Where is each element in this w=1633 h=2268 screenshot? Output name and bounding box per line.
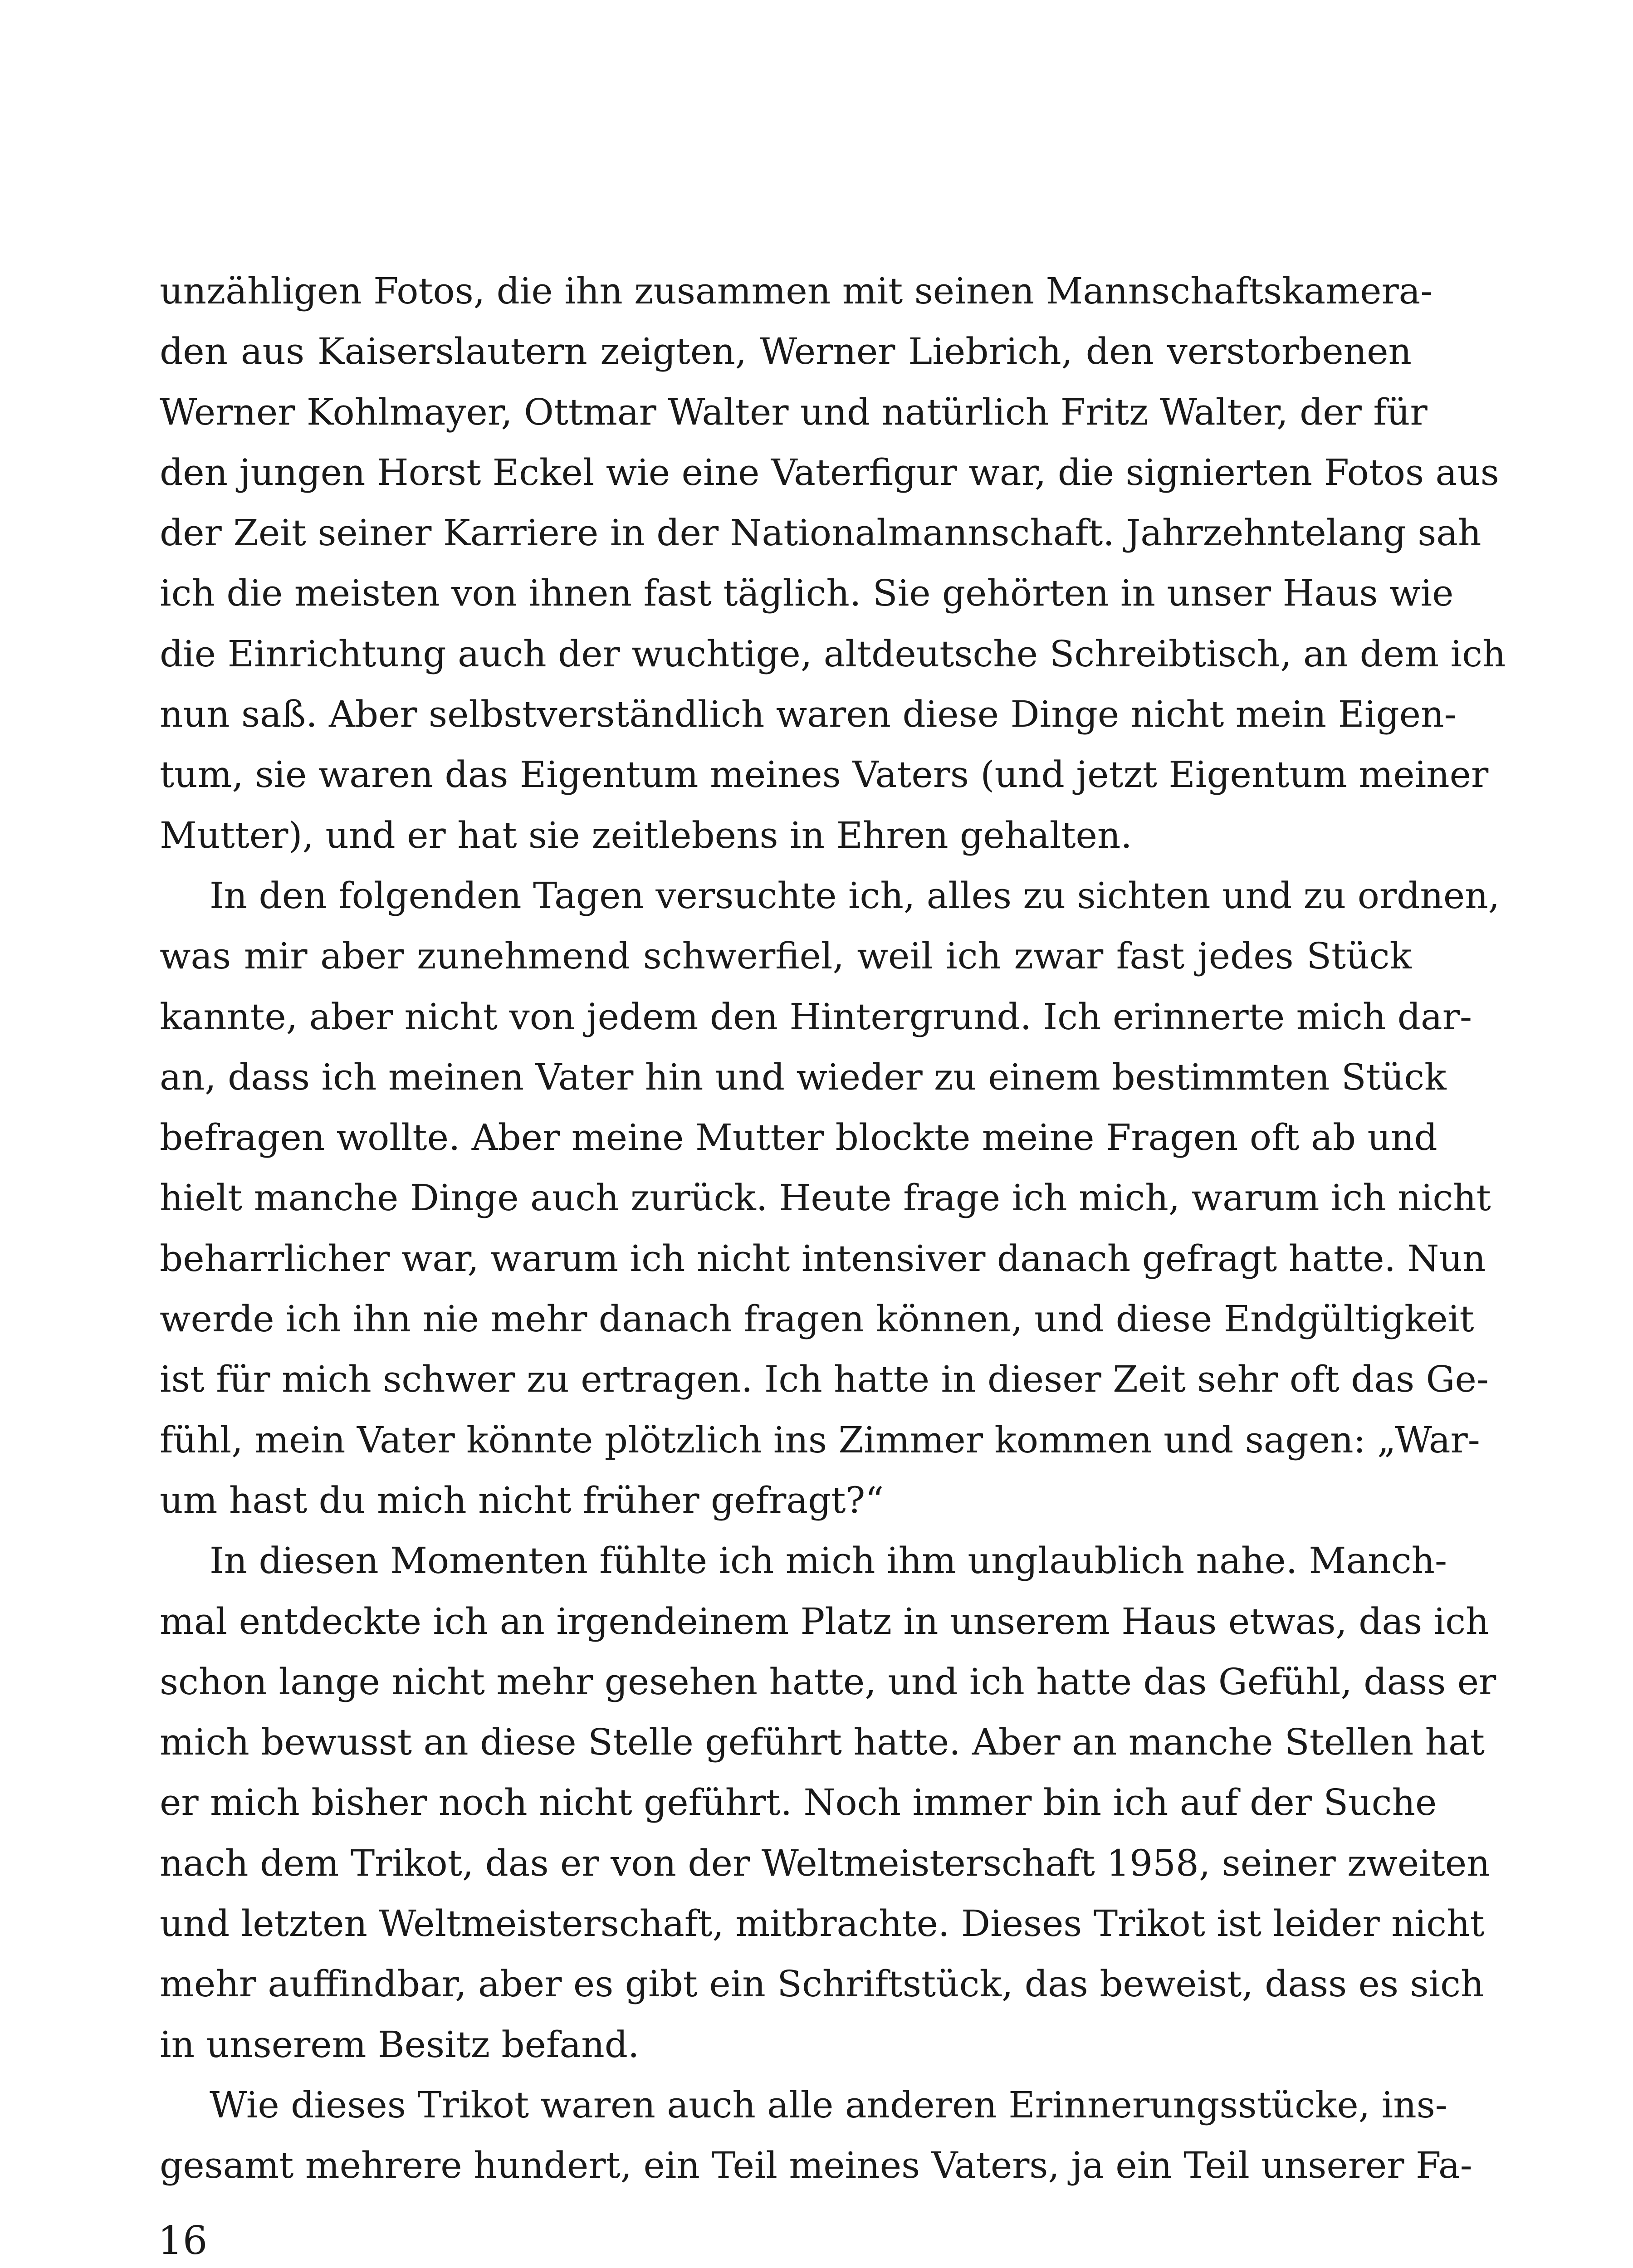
text-line: tum, sie waren das Eigentum meines Vaters (und jetzt Eigentum meiner <box>160 753 1489 796</box>
text-line: um hast du mich nicht früher gefragt?“ <box>160 1479 884 1521</box>
paragraph <box>160 1530 1496 2075</box>
text-line: und letzten Weltmeisterschaft, mitbrachte. Dieses Trikot ist leider nicht <box>160 1902 1485 1945</box>
text-line: beharrlicher war, warum ich nicht intensiver danach gefragt hatte. Nun <box>160 1237 1486 1280</box>
text-line: Werner Kohlmayer, Ottmar Walter und natürlich Fritz Walter, der für <box>160 391 1428 433</box>
body-text <box>160 261 1506 2196</box>
paragraph <box>160 261 1506 865</box>
paragraph <box>160 865 1500 1530</box>
text-line: werde ich ihn nie mehr danach fragen können, und diese Endgültigkeit <box>160 1298 1474 1340</box>
text-line: den jungen Horst Eckel wie eine Vaterfigur war, die signierten Fotos aus <box>160 451 1499 494</box>
text-line: nun saß. Aber selbstverständlich waren diese Dinge nicht mein Eigen- <box>160 693 1457 736</box>
text-line: In den folgenden Tagen versuchte ich, alles zu sichten und zu ordnen, <box>210 874 1500 917</box>
text-line: schon lange nicht mehr gesehen hatte, und ich hatte das Gefühl, dass er <box>160 1660 1496 1703</box>
page-number: 16 <box>158 2218 208 2263</box>
text-line: In diesen Momenten fühlte ich mich ihm unglaublich nahe. Manch- <box>210 1540 1447 1582</box>
text-line: mich bewusst an diese Stelle geführt hatte. Aber an manche Stellen hat <box>160 1721 1485 1764</box>
text-line: mal entdeckte ich an irgendeinem Platz in unserem Haus etwas, das ich <box>160 1600 1489 1642</box>
text-line: hielt manche Dinge auch zurück. Heute frage ich mich, warum ich nicht <box>160 1177 1491 1219</box>
text-line: den aus Kaiserslautern zeigten, Werner Liebrich, den verstorbenen <box>160 330 1412 373</box>
text-line: gesamt mehrere hundert, ein Teil meines Vaters, ja ein Teil unserer Fa- <box>160 2144 1472 2187</box>
text-line: die Einrichtung auch der wuchtige, altdeutsche Schreibtisch, an dem ich <box>160 632 1506 675</box>
text-line: unzähligen Fotos, die ihn zusammen mit seinen Mannschaftskamera- <box>160 270 1433 312</box>
text-line: nach dem Trikot, das er von der Weltmeisterschaft 1958, seiner zweiten <box>160 1842 1490 1884</box>
text-line: fühl, mein Vater könnte plötzlich ins Zimmer kommen und sagen: „War- <box>160 1418 1480 1461</box>
text-line: ist für mich schwer zu ertragen. Ich hatte in dieser Zeit sehr oft das Ge- <box>160 1358 1489 1401</box>
text-line: was mir aber zunehmend schwerfiel, weil ich zwar fast jedes Stück <box>160 935 1412 978</box>
text-line: er mich bisher noch nicht geführt. Noch immer bin ich auf der Suche <box>160 1781 1437 1824</box>
text-line: mehr auffindbar, aber es gibt ein Schriftstück, das beweist, dass es sich <box>160 1963 1484 2005</box>
text-line: an, dass ich meinen Vater hin und wieder zu einem bestimmten Stück <box>160 1056 1447 1098</box>
text-line: Wie dieses Trikot waren auch alle anderen Erinnerungsstücke, ins- <box>210 2083 1447 2126</box>
text-line: befragen wollte. Aber meine Mutter blockte meine Fragen oft ab und <box>160 1116 1437 1159</box>
text-line: der Zeit seiner Karriere in der Nationalmannschaft. Jahrzehntelang sah <box>160 512 1481 554</box>
text-line: kannte, aber nicht von jedem den Hintergrund. Ich erinnerte mich dar- <box>160 995 1472 1038</box>
text-line: Mutter), und er hat sie zeitlebens in Ehren gehalten. <box>160 814 1132 856</box>
text-line: ich die meisten von ihnen fast täglich. Sie gehörten in unser Haus wie <box>160 572 1454 615</box>
text-line: in unserem Besitz befand. <box>160 2023 640 2066</box>
paragraph <box>160 2075 1472 2196</box>
